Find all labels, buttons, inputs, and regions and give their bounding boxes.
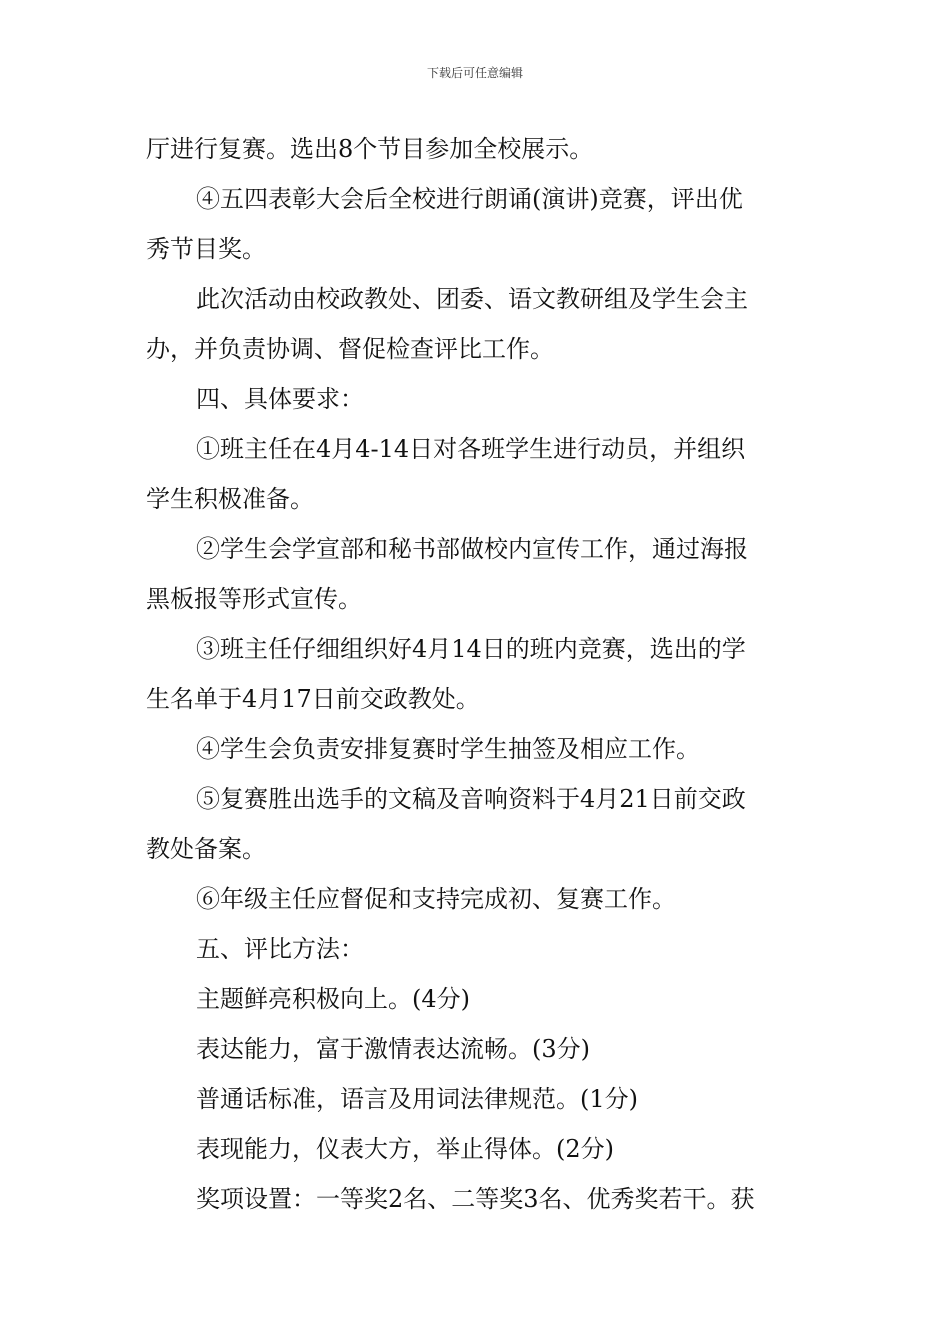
document-body	[146, 124, 810, 1224]
page-header: 下载后可任意编辑	[426, 66, 523, 80]
text-line: 普通话标准，语言及用词法律规范。(1分)	[196, 1085, 638, 1113]
text-line: ②学生会学宣部和秘书部做校内宣传工作，通过海报	[196, 535, 748, 563]
text-line: ⑥年级主任应督促和支持完成初、复赛工作。	[196, 885, 676, 913]
text-line: ①班主任在4月4-14日对各班学生进行动员，并组织	[196, 435, 746, 463]
text-line: 厅进行复赛。选出8个节目参加全校展示。	[146, 135, 594, 163]
text-line: 主题鲜亮积极向上。(4分)	[196, 985, 470, 1013]
text-line: 五、评比方法：	[196, 935, 364, 963]
text-line: 黑板报等形式宣传。	[146, 585, 362, 613]
text-line: ④学生会负责安排复赛时学生抽签及相应工作。	[196, 735, 700, 763]
text-line: 生名单于4月17日前交政教处。	[146, 685, 480, 713]
text-line: 四、具体要求：	[196, 385, 364, 413]
text-line: 教处备案。	[146, 835, 266, 863]
text-line: 奖项设置：一等奖2名、二等奖3名、优秀奖若干。获	[196, 1185, 755, 1213]
text-line: ④五四表彰大会后全校进行朗诵(演讲)竞赛，评出优	[196, 185, 743, 213]
text-line: ③班主任仔细组织好4月14日的班内竞赛，选出的学	[196, 635, 746, 663]
text-line: 此次活动由校政教处、团委、语文教研组及学生会主	[196, 285, 748, 313]
text-line: 表现能力，仪表大方，举止得体。(2分)	[196, 1135, 614, 1163]
text-line: 秀节目奖。	[146, 235, 266, 263]
text-line: 表达能力，富于激情表达流畅。(3分)	[196, 1035, 590, 1063]
text-line: ⑤复赛胜出选手的文稿及音响资料于4月21日前交政	[196, 785, 746, 813]
text-line: 办，并负责协调、督促检查评比工作。	[146, 335, 554, 363]
text-line: 学生积极准备。	[146, 485, 314, 513]
